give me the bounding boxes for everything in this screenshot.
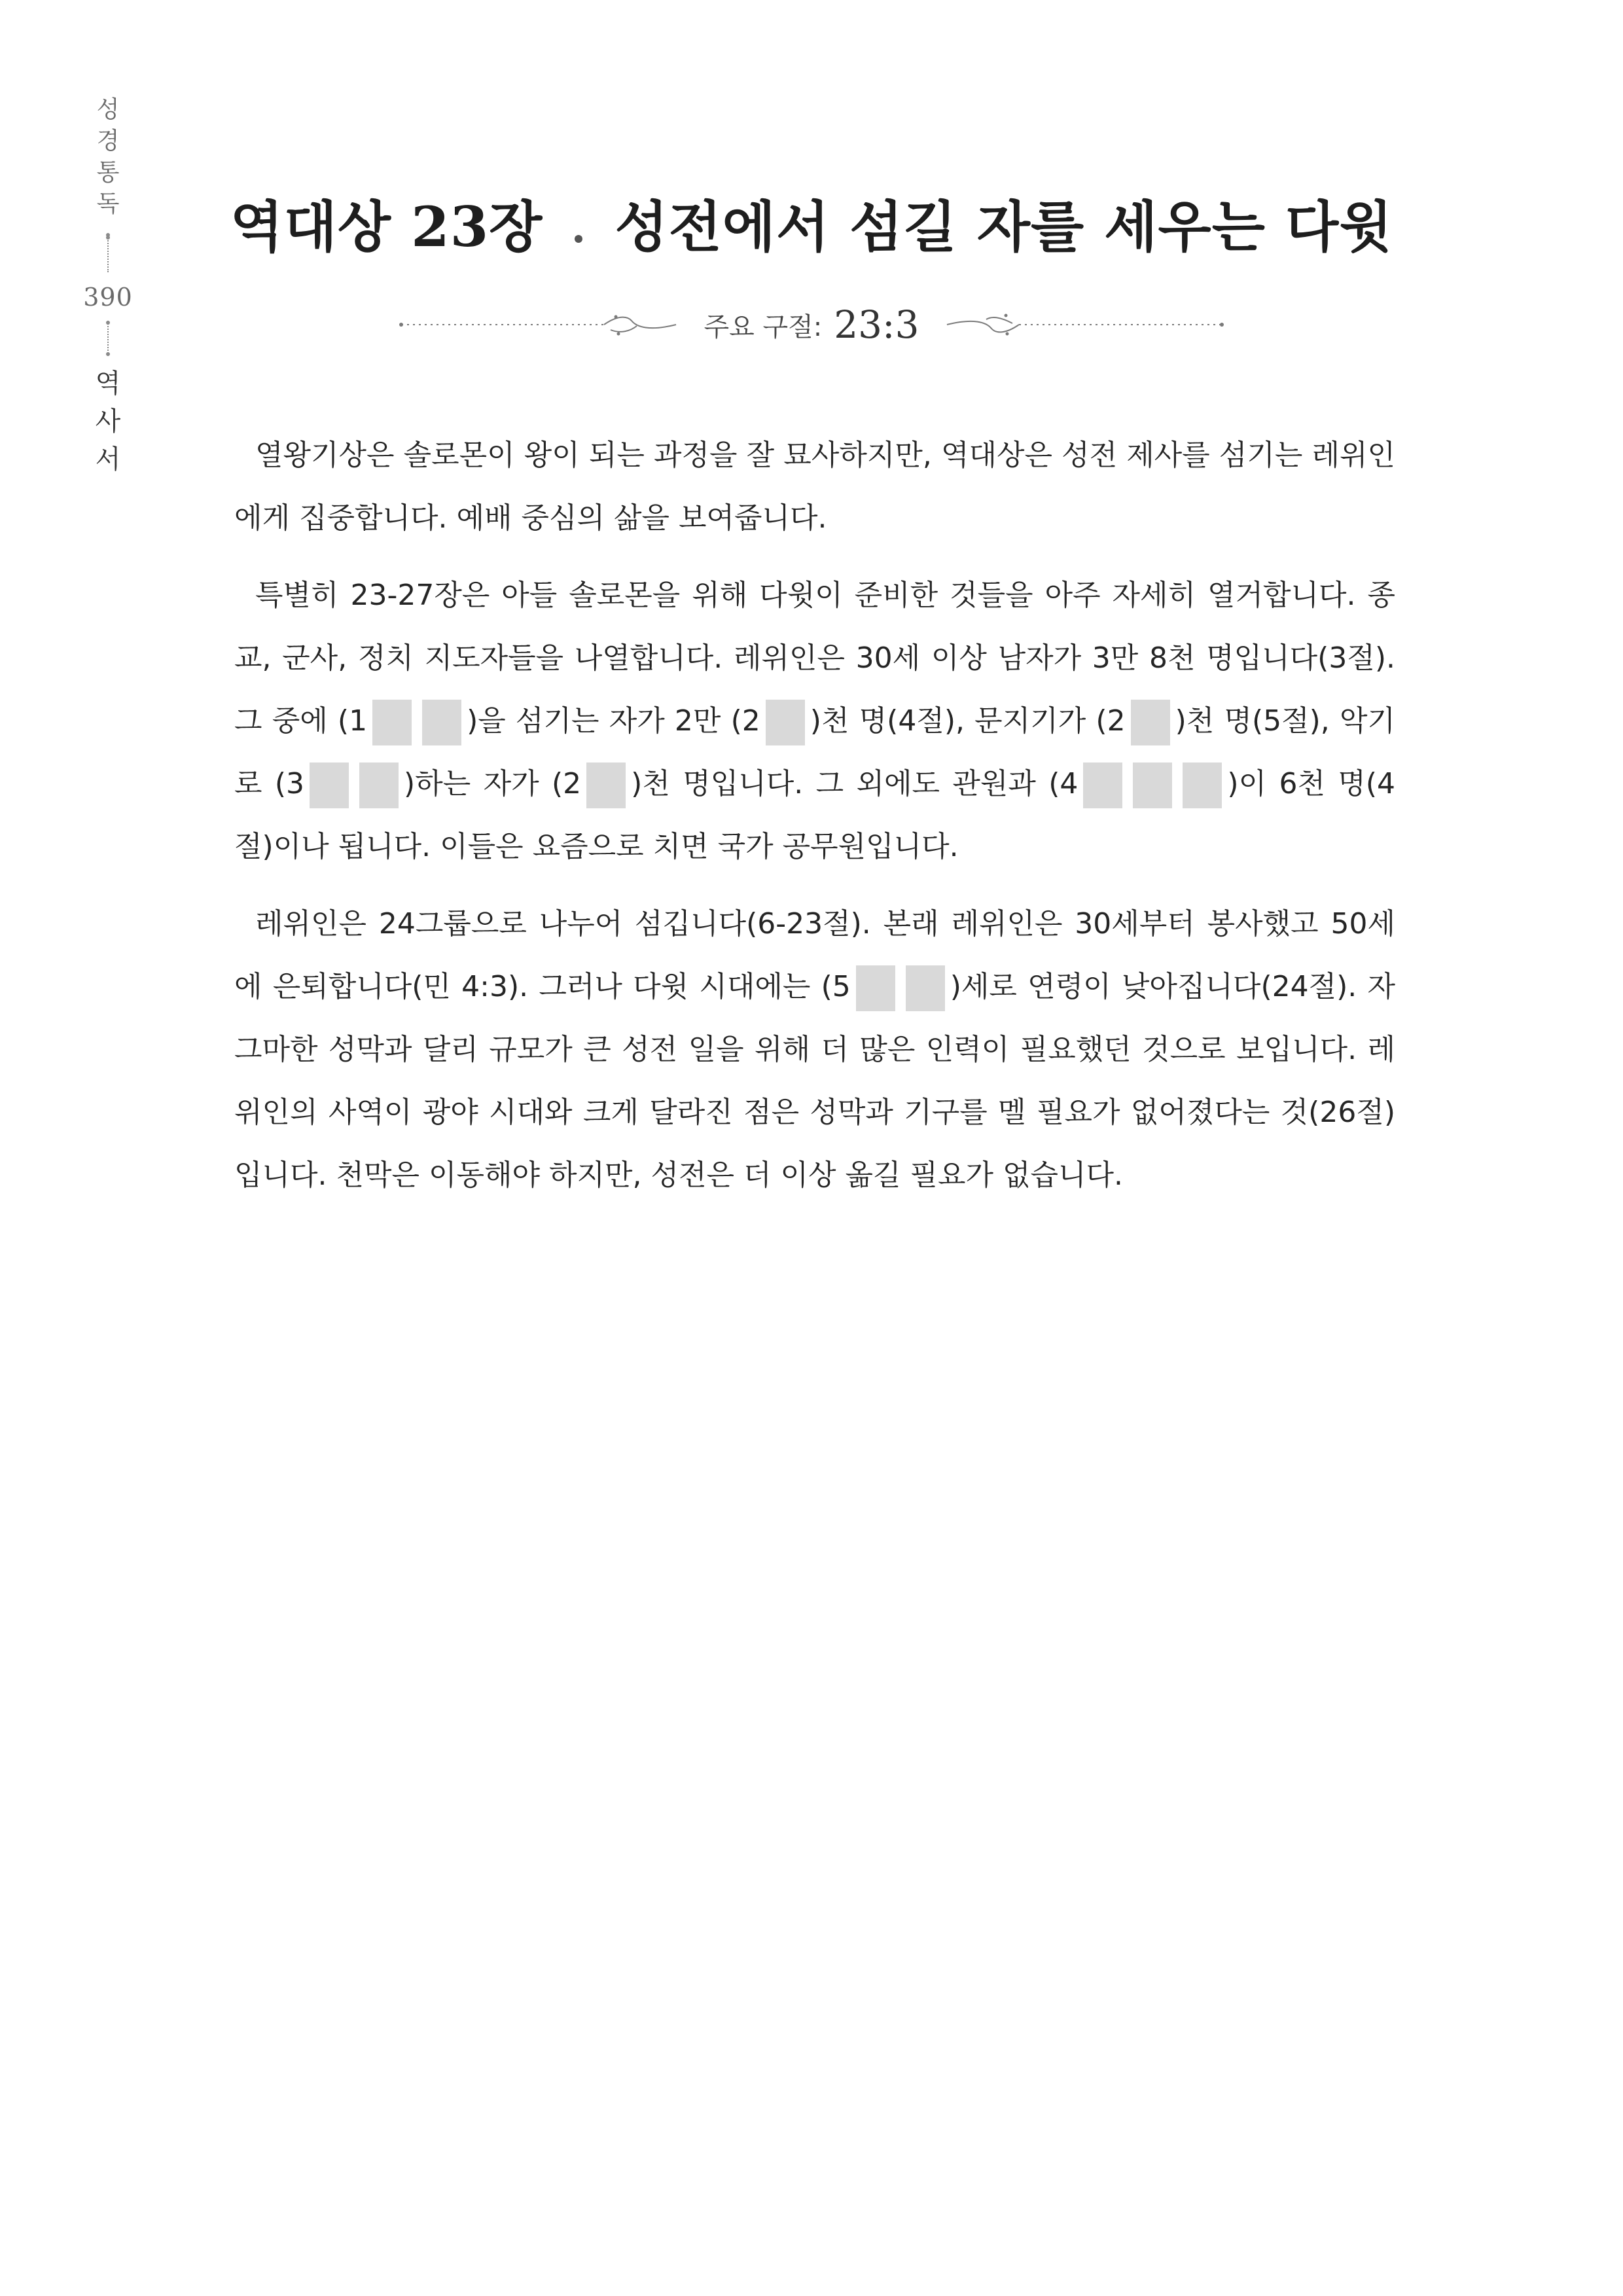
- paragraph-2-text: )하는 자가 (2: [404, 767, 582, 800]
- paragraph-2-text: 특별히 23-27장은 아들 솔로몬을 위해 다윗이 준비한 것들을 아주 자세히 열거합니다. 종교, 군사, 정치 지도자들을 나열합니다. 레위인은 30세 이상 남자가 3만 8천 명입니다(3절). 그 중에 (1: [234, 579, 1395, 738]
- fill-in-blank[interactable]: [359, 762, 399, 808]
- section-name-char: 서: [95, 444, 121, 475]
- title-separator-dot: [575, 235, 582, 243]
- right-ornament-icon: [934, 312, 1235, 338]
- fill-in-blank[interactable]: [1083, 762, 1122, 808]
- book-name-char: 경: [96, 128, 120, 154]
- paragraph-2-text: )천 명(4절), 문지기가 (2: [810, 704, 1126, 738]
- chapter-label: 역대상 23장: [230, 194, 543, 259]
- page-gutter: [85, 98, 131, 484]
- book-name-char: 성: [96, 96, 120, 123]
- page-number: 390: [83, 283, 133, 312]
- book-name-char: 독: [96, 190, 120, 217]
- fill-in-blank[interactable]: [372, 700, 412, 745]
- page-title: [0, 183, 1623, 262]
- paragraph-2-text: )천 명입니다. 그 외에도 관원과 (4: [631, 767, 1079, 800]
- paragraph-3: [234, 893, 1395, 1207]
- fill-in-blank[interactable]: [766, 700, 805, 745]
- body-text: [234, 424, 1395, 1221]
- paragraph-2: [234, 564, 1395, 878]
- fill-in-blank[interactable]: [1131, 700, 1170, 745]
- paragraph-2-text: )을 섬기는 자가 2만 (2: [467, 704, 760, 738]
- chapter-title: 성전에서 섬길 자를 세우는 다윗: [615, 194, 1393, 259]
- paragraph-1: 열왕기상은 솔로몬이 왕이 되는 과정을 잘 묘사하지만, 역대상은 성전 제사를 섬기는 레위인에게 집중합니다. 예배 중심의 삶을 보여줍니다.: [234, 439, 1395, 535]
- fill-in-blank[interactable]: [906, 965, 945, 1011]
- key-verse-reference: 23:3: [834, 302, 919, 347]
- fill-in-blank[interactable]: [1133, 762, 1172, 808]
- fill-in-blank[interactable]: [310, 762, 349, 808]
- fill-in-blank[interactable]: [856, 965, 895, 1011]
- paragraph-2-text: )천 명(5절), 악기로 (3: [234, 704, 1395, 800]
- section-name-vertical: [96, 370, 121, 484]
- fill-in-blank[interactable]: [586, 762, 626, 808]
- paragraph-3-text: )세로 연령이 낮아집니다(24절). 자그마한 성막과 달리 규모가 큰 성전 일을 위해 더 많은 인력이 필요했던 것으로 보입니다. 레위인의 사역이 광야 시대와 크게 달라진 점은 성막과 기구를 멜 필요가 없어졌다는 것(26절)입니다. 천막은 이동해야 하지만, 성전은 더 이상 옮길 필요가 없습니다.: [234, 970, 1395, 1192]
- key-verse: [0, 302, 1623, 347]
- paragraph-2-text: )이 6천 명(4절)이나 됩니다. 이들은 요즘으로 치면 국가 공무원입니다.: [234, 767, 1395, 863]
- key-verse-label: 주요 구절:: [704, 312, 823, 342]
- left-ornament-icon: [388, 312, 689, 338]
- fill-in-blank[interactable]: [1183, 762, 1222, 808]
- paragraph-3-text: 레위인은 24그룹으로 나누어 섬깁니다(6-23절). 본래 레위인은 30세부터 봉사했고 50세에 은퇴합니다(민 4:3). 그러나 다윗 시대에는 (5: [234, 907, 1395, 1003]
- section-name-char: 역: [95, 368, 121, 399]
- book-name-char: 통: [96, 159, 120, 186]
- fill-in-blank[interactable]: [422, 700, 461, 745]
- section-name-char: 사: [95, 406, 121, 437]
